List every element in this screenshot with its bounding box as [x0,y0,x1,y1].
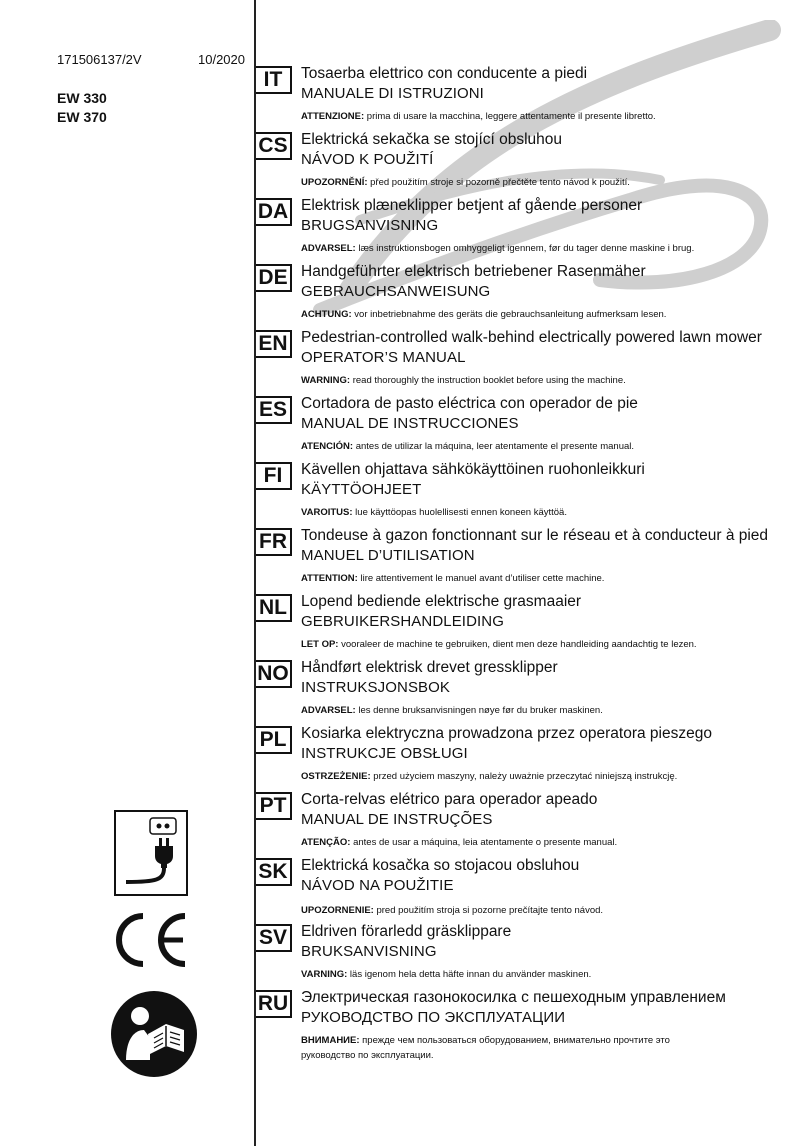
warning-body: vooraleer de machine te gebruiken, dient men deze handleiding aandachtig te lezen. [338,639,697,650]
language-entry-es [256,392,796,458]
warning-text [301,639,697,650]
manual-title: NÁVOD NA POUŽITIE [301,877,454,894]
product-title: Pedestrian-controlled walk-behind electrically powered lawn mower [301,329,762,346]
warning-body: před použitím stroje si pozorně přečtěte tento návod k použití. [367,177,630,188]
product-title: Elektrická sekačka se stojící obsluhou [301,131,563,148]
warning-label: ATTENZIONE: [301,111,365,122]
warning-text [301,375,626,386]
warning-text [301,837,617,848]
warning-label: UPOZORNĚNÍ: [301,177,368,188]
language-entry-sv [256,920,796,986]
manual-title: OPERATOR’S MANUAL [301,349,466,366]
product-title: Elektrická kosačka so stojacou obsluhou [301,857,580,874]
warning-label: VAROITUS: [301,507,353,518]
warning-text [301,507,567,518]
warning-text-continued: руководство по эксплуатации. [301,1050,434,1061]
model-name: EW 330 [57,90,107,106]
manual-title: INSTRUKSJONSBOK [301,679,451,696]
warning-label: WARNING: [301,375,351,386]
language-list [256,62,796,1061]
document-date: 10/2020 [198,52,245,67]
language-code: DE [256,264,292,292]
read-manual-icon [110,990,198,1078]
language-entry-sk [256,854,796,920]
product-title: Kosiarka elektryczna prowadzona przez operatora pieszego [301,725,712,742]
language-code: RU [256,990,292,1018]
language-code: SV [256,924,292,952]
warning-label: ADVARSEL: [301,705,356,716]
product-title: Tondeuse à gazon fonctionnant sur le réseau et à conducteur à pied [301,527,769,544]
model-name: EW 370 [57,109,107,125]
language-entry-pt [256,788,796,854]
warning-text [301,1035,670,1046]
warning-label: LET OP: [301,639,339,650]
language-code: CS [256,132,292,160]
language-entry-ru [256,986,796,1061]
warning-text [301,705,603,716]
language-entry-nl [256,590,796,656]
warning-body: läs igenom hela detta häfte innan du använder maskinen. [347,969,592,980]
language-code: PT [256,792,292,820]
warning-body: læs instruktionsbogen omhyggeligt igennem, før du tager denne maskine i brug. [355,243,695,254]
product-title: Håndført elektrisk drevet gressklipper [301,659,558,676]
warning-body: pred použitím stroja si pozorne prečítajte tento návod. [373,905,604,916]
product-title: Lopend bediende elektrische grasmaaier [301,593,582,610]
language-code: SK [256,858,292,886]
warning-body: antes de utilizar la máquina, leer atentamente el presente manual. [353,441,635,452]
product-title: Elektrisk plæneklipper betjent af gående personer [301,197,643,214]
language-entry-no [256,656,796,722]
model-list [57,89,107,127]
product-title: Tosaerba elettrico con conducente a piedi [301,65,588,82]
language-entry-de [256,260,796,326]
manual-title: NÁVOD K POUŽITÍ [301,151,434,168]
language-entry-pl [256,722,796,788]
language-entry-fi [256,458,796,524]
warning-text [301,969,591,980]
product-title: Электрическая газонокосилка с пешеходным управлением [301,989,726,1006]
warning-label: ATENÇÃO: [301,837,351,848]
electric-plug-icon [114,810,188,896]
warning-body: read thoroughly the instruction booklet before using the machine. [350,375,626,386]
language-entry-fr [256,524,796,590]
warning-text [301,309,666,320]
warning-label: ВНИМАНИЕ: [301,1035,360,1046]
warning-body: les denne bruksanvisningen nøye før du bruker maskinen. [355,705,603,716]
warning-body: antes de usar a máquina, leia atentamente o presente manual. [350,837,618,848]
warning-label: ATTENTION: [301,573,358,584]
language-code: EN [256,330,292,358]
language-code: FI [256,462,292,490]
warning-text [301,177,630,188]
warning-label: OSTRZEŻENIE: [301,771,371,782]
language-entry-en [256,326,796,392]
warning-text [301,111,656,122]
manual-title: MANUEL D’UTILISATION [301,547,475,564]
warning-label: ACHTUNG: [301,309,352,320]
language-entry-da [256,194,796,260]
product-title: Corta-relvas elétrico para operador apeado [301,791,598,808]
warning-text [301,771,677,782]
language-code: FR [256,528,292,556]
language-code: IT [256,66,292,94]
warning-body: lire attentivement le manuel avant d’utiliser cette machine. [357,573,605,584]
manual-title: MANUAL DE INSTRUCCIONES [301,415,519,432]
warning-body: prima di usare la macchina, leggere attentamente il presente libretto. [364,111,656,122]
product-title: Handgeführter elektrisch betriebener Rasenmäher [301,263,646,280]
language-code: PL [256,726,292,754]
language-code: NO [256,660,292,688]
warning-body: прежде чем пользоваться оборудованием, внимательно прочтите это [359,1035,670,1046]
product-title: Kävellen ohjattava sähkökäyttöinen ruohonleikkuri [301,461,645,478]
language-code: NL [256,594,292,622]
language-entry-it [256,62,796,128]
product-title: Cortadora de pasto eléctrica con operador de pie [301,395,638,412]
warning-label: UPOZORNENIE: [301,905,374,916]
warning-body: lue käyttöopas huolellisesti ennen koneen käyttöä. [352,507,567,518]
document-number: 171506137/2V [57,52,142,67]
language-code: ES [256,396,292,424]
manual-title: MANUALE DI ISTRUZIONI [301,85,484,102]
ce-mark-icon [113,910,193,970]
manual-title: РУКОВОДСТВО ПО ЭКСПЛУАТАЦИИ [301,1009,566,1026]
product-title: Eldriven förarledd gräsklippare [301,923,512,940]
language-code: DA [256,198,292,226]
warning-text [301,573,604,584]
warning-label: ATENCIÓN: [301,441,354,452]
manual-title: MANUAL DE INSTRUÇÕES [301,811,493,828]
warning-text [301,243,694,254]
warning-body: przed użyciem maszyny, należy uważnie przeczytać niniejszą instrukcję. [370,771,678,782]
warning-body: vor inbetriebnahme des geräts die gebrauchsanleitung aufmerksam lesen. [351,309,667,320]
manual-title: GEBRUIKERSHANDLEIDING [301,613,504,630]
warning-text [301,441,634,452]
manual-title: GEBRAUCHSANWEISUNG [301,283,491,300]
manual-title: INSTRUKCJE OBSŁUGI [301,745,468,762]
warning-text [301,905,603,916]
manual-title: BRUKSANVISNING [301,943,437,960]
warning-label: VARNING: [301,969,348,980]
manual-title: BRUGSANVISNING [301,217,439,234]
warning-label: ADVARSEL: [301,243,356,254]
language-entry-cs [256,128,796,194]
manual-title: KÄYTTÖOHJEET [301,481,422,498]
